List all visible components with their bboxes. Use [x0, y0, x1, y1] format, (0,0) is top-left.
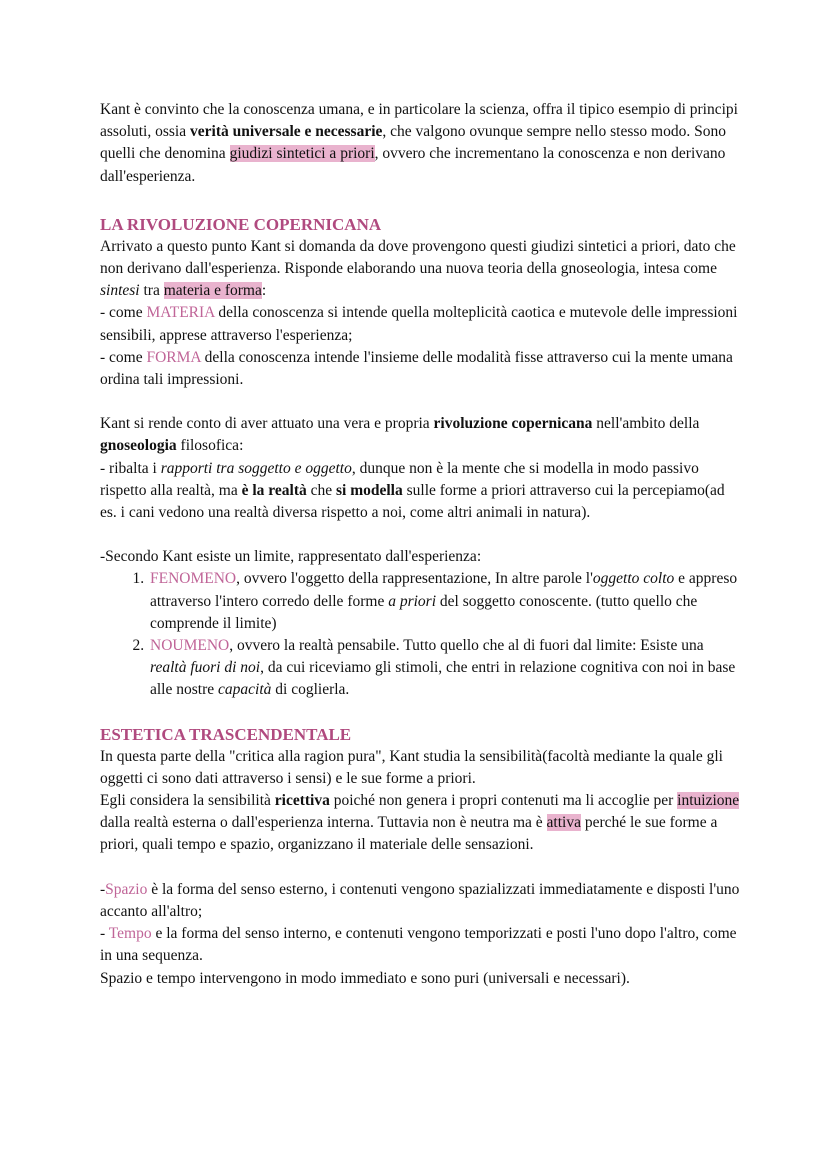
paragraph — [100, 790, 740, 857]
text: del soggetto conoscente. (tutto quello che comprende il limite) — [150, 592, 698, 632]
italic-text: rapporti tra soggetto e oggetto — [160, 459, 352, 477]
text: nell'ambito della — [592, 415, 700, 433]
text: perché le sue forme a priori, quali tempo e spazio, organizzano il materiale delle sensazioni. — [100, 814, 718, 854]
bold-text: è la realtà — [241, 481, 307, 499]
text: Egli considera la sensibilità — [100, 792, 275, 810]
list-line-forma — [100, 347, 740, 391]
section-heading-rivoluzione: LA RIVOLUZIONE COPERNICANA — [100, 214, 382, 234]
text: , ovvero l'oggetto della rappresentazione, In altre parole l' — [236, 570, 593, 588]
italic-text: realtà fuori di noi — [150, 659, 261, 677]
text: tra — [139, 282, 164, 300]
document-body — [100, 99, 740, 990]
term-materia: MATERIA — [146, 304, 215, 322]
text: : — [261, 282, 267, 300]
list-line-materia — [100, 302, 740, 346]
text: è la forma del senso esterno, i contenuti vengono spazializzati immediatamente e disposti l'uno accanto all'altro; — [100, 880, 740, 920]
text: - — [100, 880, 106, 898]
text: della conoscenza intende l'insieme delle modalità fisse attraverso cui la mente umana ordina tali impressioni. — [100, 348, 733, 389]
paragraph — [100, 458, 740, 525]
italic-text: oggetto colto — [592, 570, 675, 588]
list-line-tempo — [100, 923, 740, 967]
bold-text: gnoseologia — [100, 437, 177, 455]
text: - ribalta i — [100, 459, 161, 477]
italic-text: capacità — [218, 681, 272, 699]
italic-text: sintesi — [100, 282, 140, 300]
text: della conoscenza si intende quella molteplicità caotica e mutevole delle impressioni sensibili, apprese attraverso l'esperienza; — [100, 304, 738, 344]
text: sulle forme a priori attraverso cui la percepiamo(ad es. i cani vedono una realtà diversa rispetto a noi, come altri animali in natura). — [100, 481, 725, 522]
text: - — [100, 925, 109, 943]
paragraph — [100, 413, 740, 457]
text: , che valgono ovunque sempre nello stesso modo. Sono quelli che denomina — [100, 123, 726, 163]
bold-text: si modella — [336, 481, 403, 499]
highlighted-text: intuizione — [677, 792, 740, 810]
intro-paragraph — [100, 99, 740, 188]
text: , dunque non è la mente che si modella in modo passivo rispetto alla realtà, ma — [100, 459, 699, 499]
text: - come — [100, 348, 147, 366]
section-heading-estetica: ESTETICA TRASCENDENTALE — [100, 724, 352, 744]
list-item-noumeno — [148, 635, 740, 702]
text: Arrivato a questo punto Kant si domanda da dove provengono questi giudizi sintetici a priori, dato che non derivano dall'esperienza. Risponde elaborando una nuova teoria della gnoseologia, intesa come — [100, 237, 736, 278]
text: , ovvero la realtà pensabile. Tutto quello che al di fuori dal limite: Esiste una — [229, 637, 704, 655]
text: di coglierla. — [271, 681, 350, 699]
text: Kant è convinto che la conoscenza umana, e in particolare la scienza, offra il tipico esempio di principi assoluti, ossia — [100, 101, 738, 141]
list-item-fenomeno — [148, 568, 740, 635]
paragraph: In questa parte della "critica alla ragion pura", Kant studia la sensibilità(facoltà mediante la quale gli oggetti ci sono dati attraverso i sensi) e le sue forme a priori. — [100, 747, 723, 787]
highlighted-text: giudizi sintetici a priori — [229, 145, 375, 163]
text: e appreso attraverso l'intero corredo delle forme — [150, 570, 738, 610]
numbered-list — [100, 568, 740, 701]
paragraph: Spazio e tempo intervengono in modo immediato e sono puri (universali e necessari). — [100, 969, 630, 987]
list-line-spazio — [100, 879, 740, 923]
bold-text: ricettiva — [274, 792, 330, 810]
term-tempo: Tempo — [108, 925, 152, 943]
term-spazio: Spazio — [105, 880, 148, 898]
paragraph — [100, 236, 740, 303]
term-noumeno: NOUMENO — [150, 637, 230, 655]
text: che — [306, 481, 336, 499]
text: , da cui riceviamo gli stimoli, che entri in relazione cognitiva con noi in base alle nostre — [150, 659, 736, 699]
text: , ovvero che incrementano la conoscenza e non derivano dall'esperienza. — [100, 145, 726, 185]
text: dalla realtà esterna o dall'esperienza interna. Tuttavia non è neutra ma è — [100, 814, 547, 832]
text: - come — [100, 304, 147, 322]
bold-text: verità universale e necessarie — [190, 123, 383, 141]
paragraph: -Secondo Kant esiste un limite, rappresentato dall'esperienza: — [100, 548, 482, 566]
text: filosofica: — [176, 437, 244, 455]
italic-text: a priori — [388, 592, 437, 610]
text: Kant si rende conto di aver attuato una vera e propria — [100, 415, 434, 433]
highlighted-text: attiva — [546, 814, 581, 832]
highlighted-text: materia e forma — [163, 282, 262, 300]
text: e la forma del senso interno, e contenuti vengono temporizzati e posti l'uno dopo l'altro, come in una sequenza. — [100, 925, 737, 965]
text: poiché non genera i propri contenuti ma li accoglie per — [329, 792, 678, 810]
term-fenomeno: FENOMENO — [150, 570, 237, 588]
bold-text: rivoluzione copernicana — [433, 415, 593, 433]
term-forma: FORMA — [146, 348, 201, 366]
